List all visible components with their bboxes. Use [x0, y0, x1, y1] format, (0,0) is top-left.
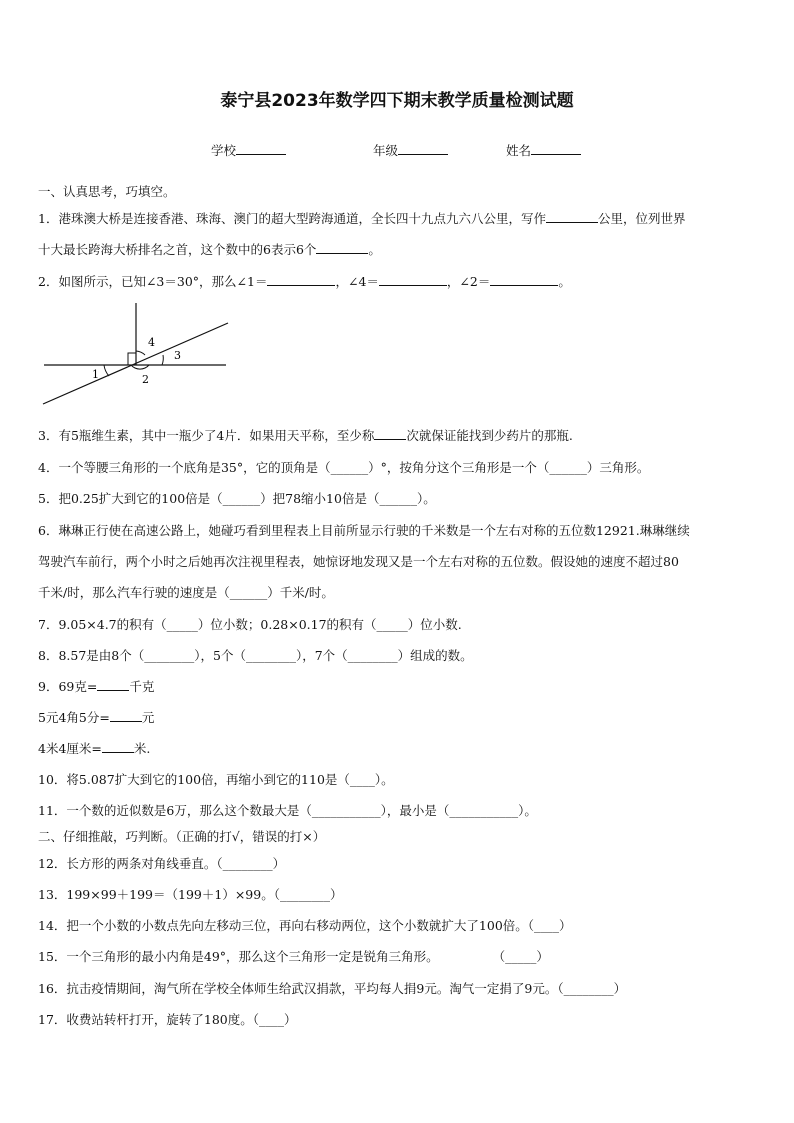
name-label: 姓名: [506, 143, 532, 158]
q2-blank-2[interactable]: [379, 273, 447, 286]
school-blank[interactable]: [236, 142, 286, 155]
question-5: 5．把0.25扩大到它的100倍是（______）把78缩小10倍是（______）。: [38, 491, 436, 506]
q15-answer-paren[interactable]: （_____）: [492, 949, 549, 964]
q9-blank-b[interactable]: [110, 709, 142, 722]
q3-blank[interactable]: [374, 427, 406, 440]
question-12: 12．长方形的两条对角线垂直。（________）: [38, 856, 286, 871]
angle-figure: [38, 303, 238, 413]
question-13: 13．199×99＋199＝（199＋1）×99。（________）: [38, 887, 343, 902]
angle-2-arc: [131, 365, 149, 369]
question-6-line-3: 千米/时，那么汽车行驶的速度是（______）千米/时。: [38, 585, 334, 600]
angle-4-arc: [136, 351, 145, 355]
question-3: 3．有5瓶维生素，其中一瓶少了4片．如果用天平称，至少称 次就保证能找到少药片的那瓶.: [38, 428, 573, 443]
question-9-part-c: 4米4厘米= 米.: [38, 741, 151, 756]
question-7: 7．9.05×4.7的积有（_____）位小数；0.28×0.17的积有（_____）位小数.: [38, 617, 462, 632]
question-4: 4．一个等腰三角形的一个底角是35°，它的顶角是（______）°，按角分这个三角形是一个（______）三角形。: [38, 460, 650, 475]
question-9-part-b: 5元4角5分= 元: [38, 710, 155, 725]
name-field[interactable]: [506, 141, 581, 159]
q2-blank-3[interactable]: [490, 273, 558, 286]
name-blank[interactable]: [531, 142, 581, 155]
question-6-line-1: 6．琳琳正行使在高速公路上，她碰巧看到里程表上目前所显示行驶的千米数是一个左右对称的五位数12921.琳琳继续: [38, 523, 690, 538]
label-4: 4: [148, 336, 155, 349]
question-16: 16．抗击疫情期间，淘气所在学校全体师生给武汉捐款，平均每人捐9元。淘气一定捐了9元。（________）: [38, 981, 627, 996]
question-2: 2．如图所示，已知∠3＝30°，那么∠1＝ ，∠4＝ ，∠2＝ 。: [38, 274, 571, 289]
q9-blank-c[interactable]: [102, 740, 134, 753]
label-2: 2: [142, 373, 149, 386]
q1-blank-1[interactable]: [546, 210, 598, 223]
q9-blank-a[interactable]: [97, 678, 129, 691]
grade-label: 年级: [373, 143, 399, 158]
label-1: 1: [92, 368, 99, 381]
question-1-line-2: 十大最长跨海大桥排名之首，这个数中的6表示6个 。: [38, 242, 381, 257]
section-2-heading: 二、仔细推敲，巧判断。（正确的打√，错误的打×）: [38, 829, 326, 844]
grade-blank[interactable]: [398, 142, 448, 155]
q2-blank-1[interactable]: [267, 273, 335, 286]
school-field[interactable]: [211, 141, 286, 159]
question-6-line-2: 驾驶汽车前行，两个小时之后她再次注视里程表，她惊讶地发现又是一个左右对称的五位数。假设她的速度不超过80: [38, 554, 679, 569]
page-title: 泰宁县2023年数学四下期末教学质量检测试题: [220, 91, 574, 111]
grade-field[interactable]: [373, 141, 448, 159]
section-1-heading: 一、认真思考，巧填空。: [38, 184, 176, 199]
school-label: 学校: [211, 143, 237, 158]
question-17: 17．收费站转杆打开，旋转了180度。（____）: [38, 1012, 297, 1027]
angle-1-arc: [104, 365, 109, 376]
angle-3-arc: [162, 355, 163, 365]
question-15: 15．一个三角形的最小内角是49°，那么这个三角形一定是锐角三角形。 （_____）: [38, 949, 549, 964]
question-14: 14．把一个小数的小数点先向左移动三位，再向右移动两位，这个小数就扩大了100倍。（____）: [38, 918, 572, 933]
question-10: 10．将5.087扩大到它的100倍，再缩小到它的110是（____）。: [38, 772, 394, 787]
question-11: 11．一个数的近似数是6万，那么这个数最大是（___________），最小是（___________）。: [38, 803, 537, 818]
question-1-line-1: 1．港珠澳大桥是连接香港、珠海、澳门的超大型跨海通道，全长四十九点九六八公里，写作 公里，位列世界: [38, 211, 686, 226]
question-9-part-a: 9．69克= 千克: [38, 679, 155, 694]
question-8: 8．8.57是由8个（________），5个（________），7个（________）组成的数。: [38, 648, 473, 663]
q1-blank-2[interactable]: [316, 241, 368, 254]
label-3: 3: [174, 349, 181, 362]
